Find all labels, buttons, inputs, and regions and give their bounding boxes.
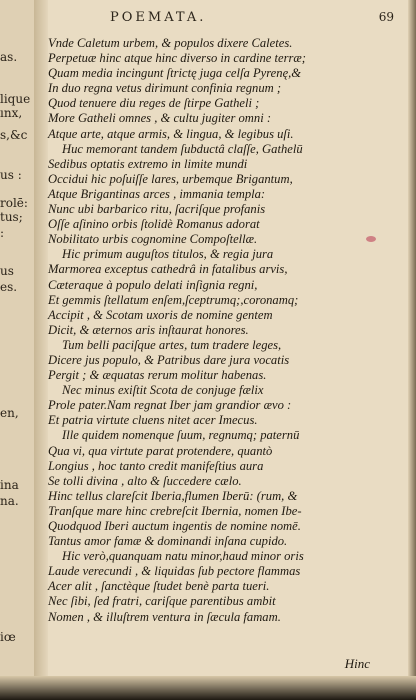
prev-page-fragment: as. [0,50,18,64]
catchword: Hinc [344,656,370,671]
prev-page-fragment: lique [0,92,31,106]
poem-line: Atque Brigantinas arces , immania templa: [48,186,266,201]
prev-page-fragment: rolē: [0,196,28,210]
poem-line: Atque arte, atque armis, & lingua, & legibus uſi. [48,126,294,141]
page-right-edge [408,0,416,700]
prev-page-fragment: us [0,264,14,278]
poem-line: Et gemmis ſtellatum enſem,ſceptrumq;,coronamq; [48,292,299,307]
prev-page-fragment: en, [0,406,19,420]
prev-page-fragment: es. [0,280,18,294]
poem-line: Prole pater.Nam regnat Iber jam grandior ævo : [48,398,292,413]
ink-stain [366,236,376,242]
poem-line: Accipit , & Scotam uxoris de nomine gentem [48,307,273,322]
running-head: POEMATA. [110,10,207,25]
page-header [60,10,400,28]
poem-line: Quod tenuere diu reges de ſtirpe Gatheli ; [48,96,260,111]
poem-text [48,36,368,625]
poem-line: Ille quidem nomenque ſuum, regnumq; paternū [62,428,300,443]
poem-line: Marmorea exceptus cathedrâ in fatalibus arvis, [48,262,288,277]
poem-line: Hinc tellus clareſcit Iberia,flumen Iberū: (rum, & [48,488,298,503]
poem-line: Perpetuæ hinc atque hinc diverso in cardine terræ; [48,51,307,66]
poem-line: Nomen , & illuſtrem ventura in ſæcula famam. [48,609,281,624]
poem-line: Tranſque mare hinc crebreſcit Ibernia, nomen Ibe- [48,503,302,518]
poem-line: Hic primum auguſtos titulos, & regia jura [62,247,274,262]
prev-page-fragment: s,&c [0,128,28,142]
poem-line: Nec minus exiſtit Scota de conjuge fælix [62,383,264,398]
prev-page-fragment: us : [0,168,22,182]
poem-line: Nunc ubi barbarico ritu, ſacriſque profanis [48,202,266,217]
prev-page-fragment: na. [0,494,19,508]
prev-page-fragment: iœ [0,630,16,644]
poem-line: Nec ſibi, ſed fratri, cariſque parentibus ambit [48,594,276,609]
book-gutter [34,0,48,700]
page-number: 69 [378,10,394,24]
poem-line: Laude verecundi , & liquidas ſub pectore flammas [48,564,301,579]
poem-line: Quodquod Iberi auctum ingentis de nomine nomē. [48,519,301,533]
poem-line: Qua vi, qua virtute parat protendere, quantò [48,443,273,458]
poem-line: Se tolli divina , alto & ſuccedere cælo. [48,473,242,488]
poem-line: Dicit, & æternos aris inſtaurat honores. [48,322,249,337]
poem-line: Et patria virtute cluens nitet acer Imecus. [48,413,258,428]
poem-line: Dicere jus populo, & Patribus dare jura vocatis [48,352,290,367]
poem-line: Cæteraque à populo delati inſignia regni, [48,277,258,292]
poem-line: Tantus amor famæ & dominandi inſana cupido. [48,534,288,549]
page-bottom-edge [0,676,416,700]
poem-line: Pergit ; & æquatas rerum molitur habenas. [48,368,267,383]
poem-line: Tum belli paciſque artes, tum tradere leges, [62,337,282,352]
prev-page-fragment: ınx, [0,106,23,120]
poem-line: Sedibus optatis extremo in limite mundi [48,156,248,171]
poem-line: Huc memorant tandem ſubductâ claſſe, Gathelū [62,141,303,156]
prev-page-fragment: : [0,226,5,240]
prev-page-fragment: tus; [0,210,23,224]
prev-page-fragment: ina [0,478,19,492]
poem-line: Vnde Caletum urbem, & populos dixere Caletes. [48,36,293,50]
poem-line: Occidui hic poſuiſſe lares, urbemque Brigantum, [48,171,293,186]
poem-line: Hic verò,quanquam natu minor,haud minor oris [62,549,304,564]
poem-line: Nobilitato urbis cognomine Compoſtellæ. [48,232,258,247]
poem-line: Longius , hoc tanto credit manifeſtius aura [48,458,264,473]
poem-line: Oſſe aſinino orbis ſtolidè Romanus adorat [48,217,260,232]
poem-line: More Gatheli omnes , & cultu jugiter omni : [48,111,272,126]
poem-line: In duo regna vetus dirimunt confinia regnum ; [48,81,282,96]
poem-line: Quam media incingunt ſtrictę juga celſa Pyrenę,& [48,66,302,81]
poem-line: Acer alit , ſanctèque ſtudet benè parta tueri. [48,579,270,594]
